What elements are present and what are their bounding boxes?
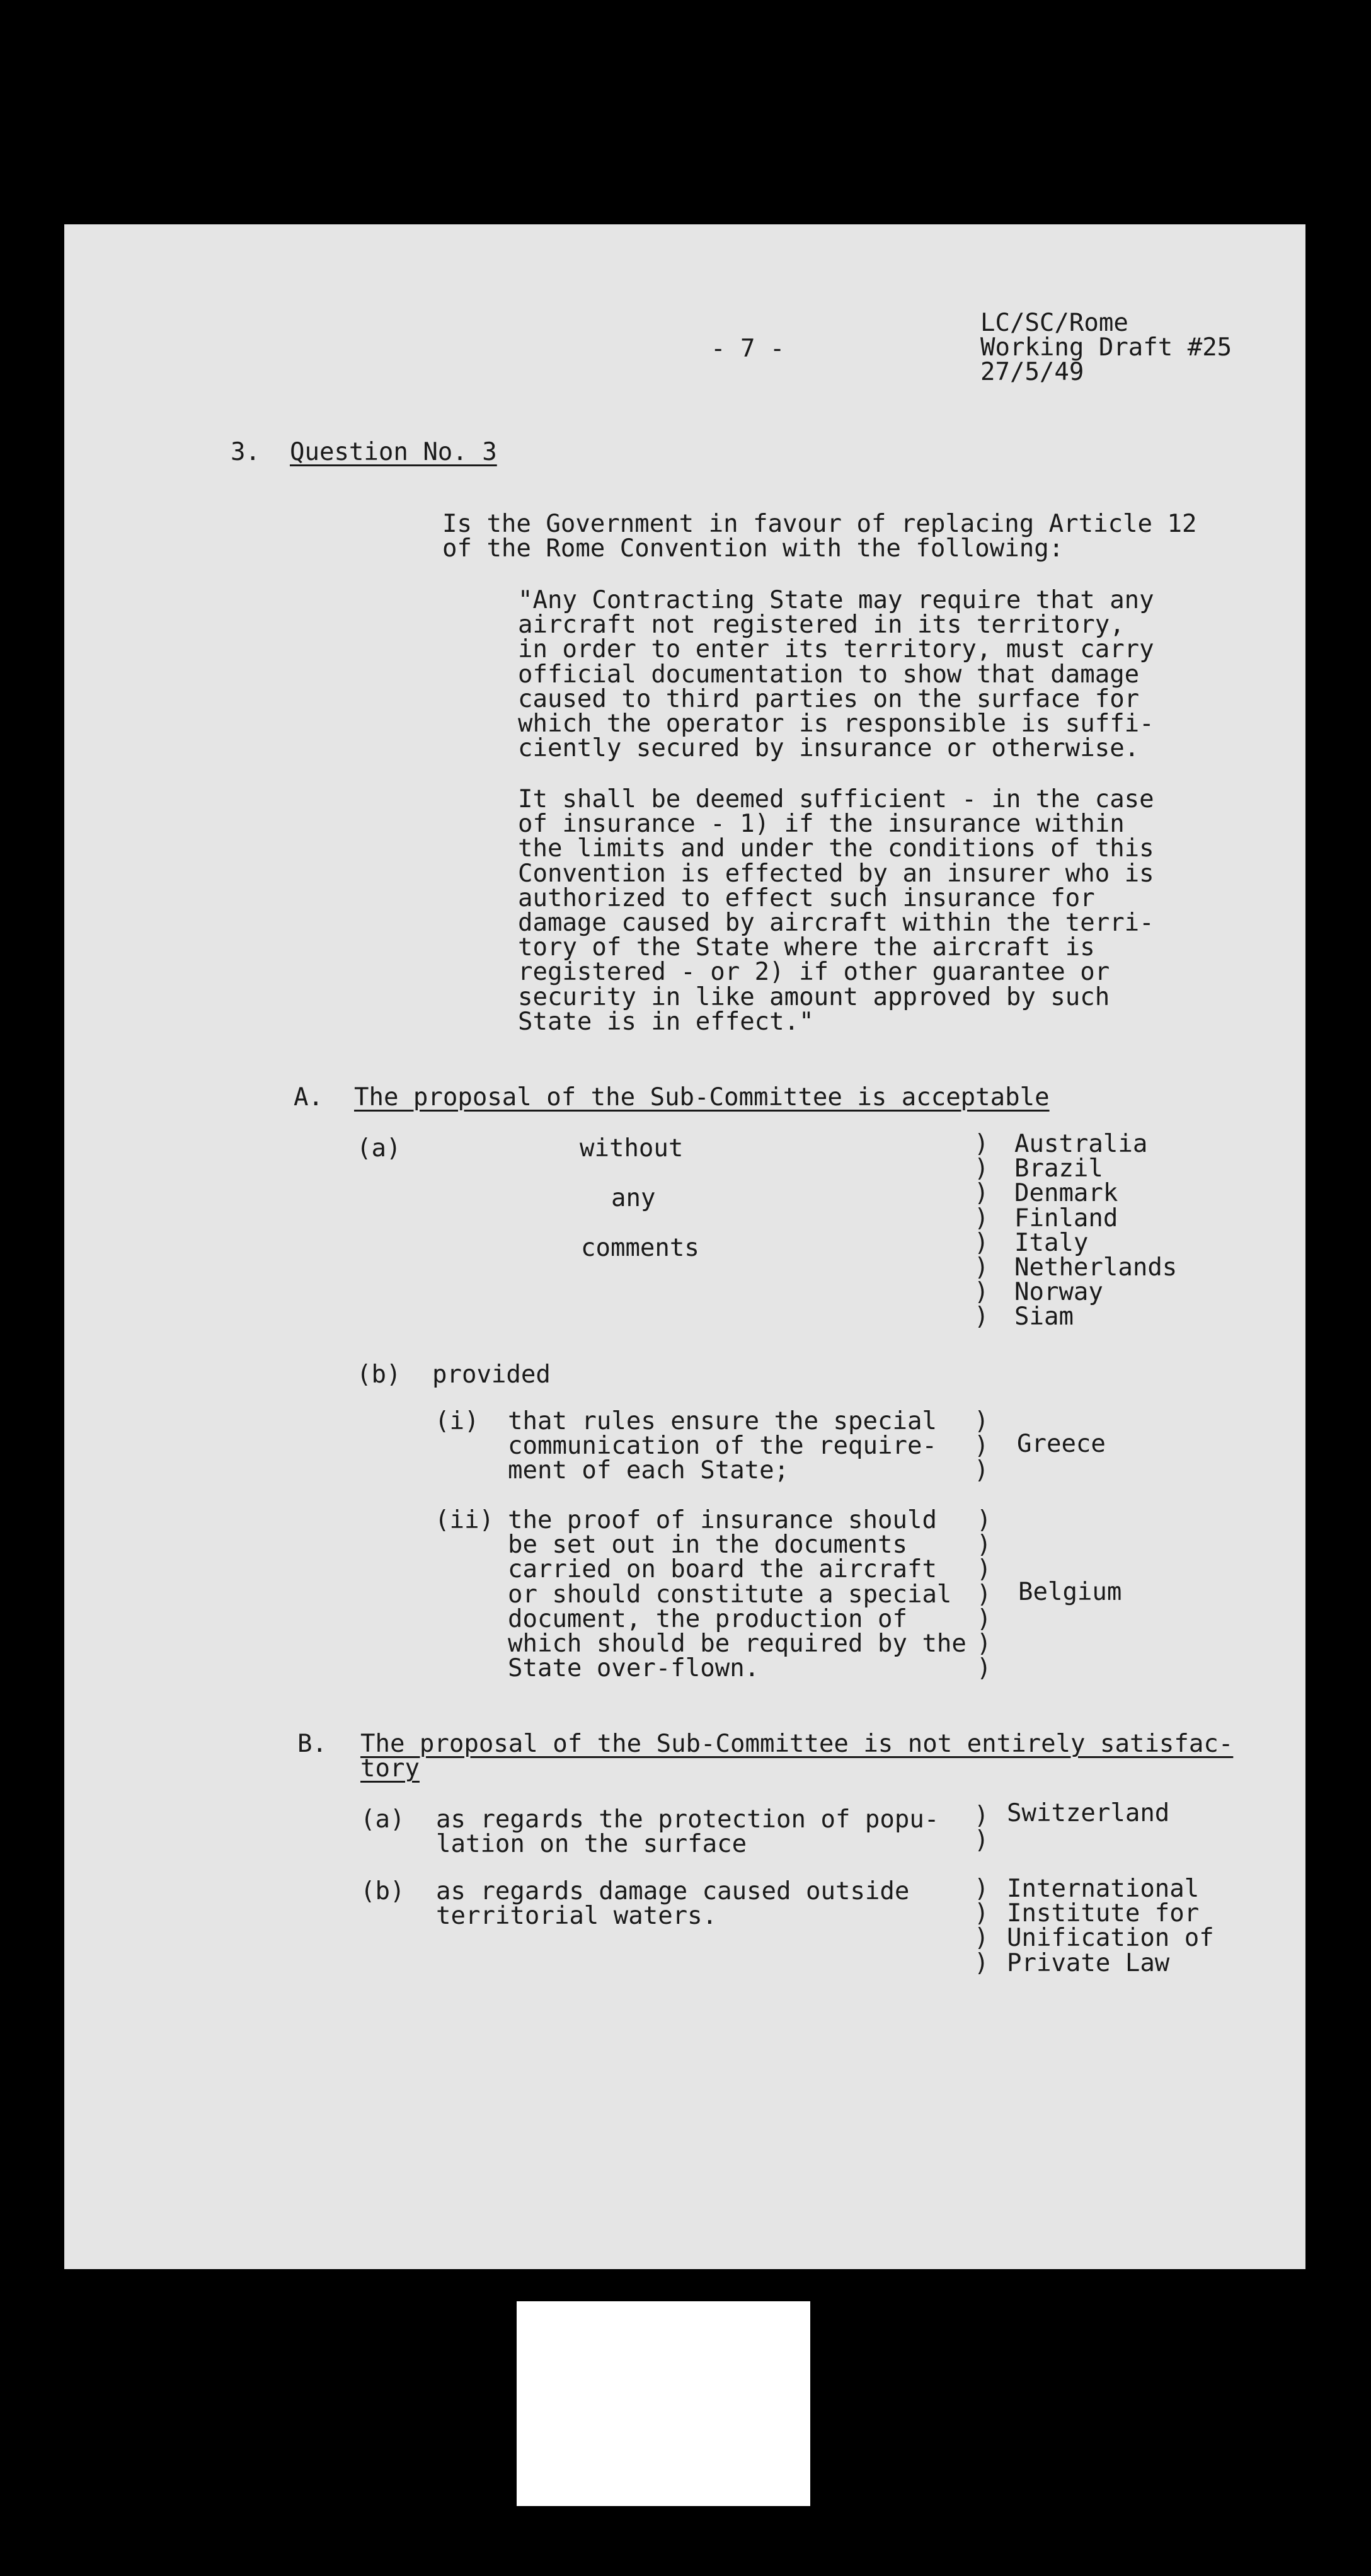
organisation-line: Institute for [1007,1899,1200,1928]
heading-line: The proposal of the Sub-Committee is not entirely satisfac- [360,1730,1234,1758]
sub-item-i-brackets: ) ) ) [974,1407,989,1485]
heading-line: tory [360,1754,420,1783]
text-line: State is in effect." [518,1007,814,1036]
section-b-item-a-brackets: ) ) [974,1802,989,1855]
text-line: carried on board the aircraft [508,1555,937,1584]
text-line: the limits and under the conditions of this [518,834,1154,863]
sub-item-ii-brackets: ) ) ) ) ) ) ) [977,1506,992,1683]
section-b-heading [360,1732,1233,1781]
country-name: Siam [1014,1302,1074,1331]
section-b-item-a-text [436,1805,939,1859]
text-line: "Any Contracting State may require that any [518,586,1154,614]
country-name: Brazil [1014,1154,1103,1183]
organisation-line: Private Law [1007,1948,1170,1977]
sub-item-ii-text [508,1508,967,1681]
sub-item-ii-country: Belgium [1018,1578,1122,1606]
section-b-item-b-organisation [1007,1877,1214,1975]
target-card [517,2301,810,2506]
text-line: State over-flown. [508,1654,760,1683]
document-reference [980,311,1232,385]
text-line: that rules ensure the special [508,1407,937,1435]
section-b-item-b-text [436,1877,910,1931]
page-number: - 7 - [711,335,785,363]
section-a-brackets: ) ) ) ) ) ) ) ) [974,1130,989,1331]
text-line: authorized to effect such insurance for [518,883,1095,912]
country-name: Australia [1014,1130,1148,1158]
text-line: as regards damage caused outside [436,1877,910,1906]
quote-paragraph-2 [518,787,1154,1034]
section-a-letter: A. [294,1083,323,1112]
text-line: of the Rome Convention with the following: [442,534,1064,563]
section-b-item-a-country: Switzerland [1007,1799,1170,1827]
country-name: Finland [1014,1204,1118,1233]
reference-line: 27/5/49 [980,358,1084,387]
country-name: Netherlands [1014,1253,1178,1282]
text-line: tory of the State where the aircraft is [518,933,1095,962]
sub-item-ii-label: (ii) [435,1506,494,1534]
text-line: Is the Government in favour of replacing Article 12 [442,510,1197,538]
section-b-item-b-brackets: ) ) ) ) [974,1875,989,1977]
section-a-item-a-label: (a) [357,1134,401,1163]
text-line: communication of the require- [508,1432,937,1461]
reference-line: Working Draft #25 [980,333,1232,362]
text-line: as regards the protection of popu- [436,1805,939,1834]
text-line: security in like amount approved by such [518,982,1110,1011]
section-b-item-a-label: (a) [360,1805,405,1834]
text-line: Convention is effected by an insurer who is [518,859,1154,888]
section-b-letter: B. [297,1730,327,1758]
text-line: of insurance - 1) if the insurance within [518,810,1125,839]
section-a-word: any [611,1184,656,1212]
section-a-country-list [1014,1132,1177,1330]
text-line: aircraft not registered in its territory, [518,611,1125,640]
organisation-line: Unification of [1007,1924,1214,1953]
section-a-word: comments [581,1234,699,1262]
sub-item-i-label: (i) [435,1407,479,1435]
text-line: ciently secured by insurance or otherwise. [518,734,1140,763]
text-line: territorial waters. [436,1902,718,1931]
reference-line: LC/SC/Rome [980,309,1128,337]
text-line: It shall be deemed sufficient - in the case [518,785,1154,814]
text-line: in order to enter its territory, must carry [518,635,1154,664]
country-name: Norway [1014,1278,1103,1307]
sub-item-i-country: Greece [1017,1430,1106,1458]
section-b-item-b-label: (b) [360,1877,405,1906]
section-a-word: without [580,1134,684,1163]
quote-paragraph-1 [518,588,1154,761]
text-line: which should be required by the [508,1630,967,1659]
country-name: Italy [1014,1228,1089,1257]
organisation-line: International [1007,1875,1200,1903]
text-line: ment of each State; [508,1456,789,1485]
section-a-heading: The proposal of the Sub-Committee is acceptable [354,1083,1050,1112]
text-line: be set out in the documents [508,1531,907,1560]
section-a-item-b-text: provided [432,1360,551,1389]
sub-item-i-text [508,1409,937,1483]
text-line: lation on the surface [436,1830,747,1859]
country-name: Denmark [1014,1179,1118,1208]
question-title: Question No. 3 [290,438,497,466]
question-number: 3. [231,438,260,466]
text-line: damage caused by aircraft within the terri- [518,909,1154,938]
text-line: document, the production of [508,1604,907,1633]
text-line: which the operator is responsible is suffi- [518,710,1154,739]
text-line: the proof of insurance should [508,1506,937,1534]
section-a-item-b-label: (b) [357,1360,401,1389]
question-intro [442,512,1196,561]
text-line: or should constitute a special [508,1580,952,1609]
text-line: caused to third parties on the surface for [518,684,1140,713]
text-line: official documentation to show that damage [518,660,1140,689]
text-line: registered - or 2) if other guarantee or [518,958,1110,987]
